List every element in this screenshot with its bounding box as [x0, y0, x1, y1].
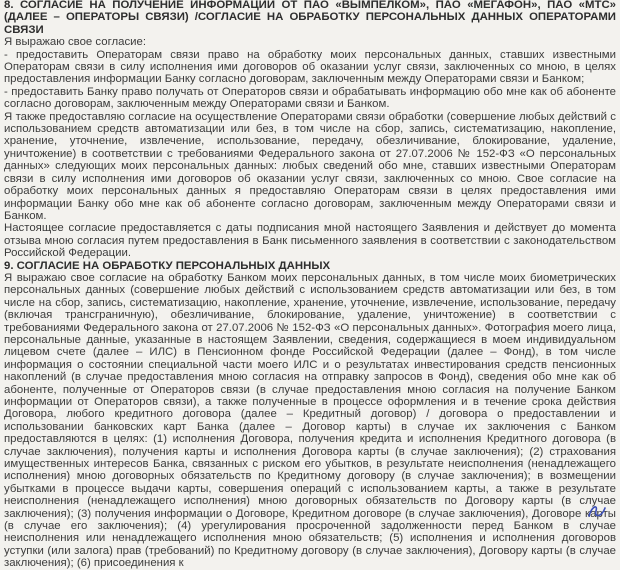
section-8-intro: Я выражаю свое согласие: [4, 36, 147, 49]
section-9-body: Я выражаю свое согласие на обработку Банком моих персональных данных, в том числе моих биометрических персональных данных (совершение любых действий с использованием средств автоматизации или без, в том числе на сбор, запись, систематизацию, накопление, хранение, уточнение, извлечение, использование, передачу (включая трансграничную), обезличивание, блокирование, удаление, уничтожение) в соответствии с требованиями Федерального закона от 27.07.2006 № 152-ФЗ «О персональных данных». Фотография моего лица, персональные данные, указанные в настоящем Заявлении, сведения, содержащиеся в моем индивидуальном лицевом счете (далее – ИЛС) в Пенсионном фонде Российской Федерации (далее – Фонд), в том числе информация о состоянии специальной части моего ИЛС и о результатах инвестирования средств пенсионных накоплений (в случае предоставления мною согласия на отправку запросов в Фонд), сведения обо мне как об абоненте, полученные от Операторов связи (в случае предоставления мною согласия на получение Банком информации от Операторов связи), а также полученные в процессе оформления и в течение срока действия Договора, любого кредитного договора (далее – Кредитный договор) / договора о предоставлении и использовании банковских карт Банка (далее – Договор карты) в случае их заключения с Банком предоставляются в целях: (1) исполнения Договора, получения кредита и исполнения Кредитного договора (в случае заключения), получения карты и исполнения Договора карты (в случае заключения); (2) страхования имущественных интересов Банка, связанных с риском его убытков, в результате неисполнения (ненадлежащего исполнения) мною договорных обязательств по Кредитному договору (в случае заключения); в возмещении убытками в процессе выдачи карты, совершения операций с использованием карты, а также в результате неисполнения (ненадлежащего исполнения) мною договорных обязательств по Договору карты (в случае заключения); (3) получения информации о Договоре, Кредитном договоре (в случае заключения), Договоре карты (в случае его заключения); (4) урегулирования просроченной задолженности перед Банком в случае неисполнения или ненадлежащего исполнения мною обязательств; (5) исполнения и исполнения договоров уступки (или залога) прав (требований) по Кредитному договору (в случае заключения), Договору карты (в случае заключения); (6) присоединения к [4, 271, 616, 570]
section-9-heading: 9. СОГЛАСИЕ НА ОБРАБОТКУ ПЕРСОНАЛЬНЫХ ДАННЫХ [4, 259, 331, 272]
handwritten-mark [586, 502, 608, 520]
section-8-validity: Настоящее согласие предоставляется с даты подписания мной настоящего Заявления и действует до момента отзыва мною согласия путем предоставления в Банк письменного заявления в соответствии с законодательством Российской Федерации. [4, 222, 616, 260]
section-8-item-1: - предоставить Операторам связи право на обработку моих персональных данных, ставших известными Операторам связи в силу исполнения ими договоров об оказании услуг связи, заключенных со мною, в целях предоставления информации Банку согласно договорам, заключенным между Операторами связи и Банком; [4, 48, 616, 86]
section-8-processing-consent: Я также предоставляю согласие на осуществление Операторами связи обработки (совершение любых действий с использованием средств автоматизации или без, в том числе на сбор, запись, систематизацию, накопление, хранение, уточнение, извлечение, использование, передачу, обезличивание, блокирование, удаление, уничтожение) в соответствии с требованиями Федерального закона от 27.07.2006 № 152-ФЗ «О персональных данных» следующих моих персональных данных: любых сведений обо мне, ставших известными Операторам связи в силу исполнения ими договоров об оказании услуг связи, заключенных со мною. Свое согласие на обработку моих персональных данных я предоставляю Операторам связи в целях предоставления ими информации Банку обо мне как об абоненте согласно договорам, заключенным между Операторами связи и Банком. [4, 110, 616, 222]
section-8-heading: 8. СОГЛАСИЕ НА ПОЛУЧЕНИЕ ИНФОРМАЦИИ ОТ ПАО «ВЫМПЕЛКОМ», ПАО «МЕГАФОН», ПАО «МТС» (ДАЛЕЕ – ОПЕРАТОРЫ СВЯЗИ) /СОГЛАСИЕ НА ОБРАБОТКУ ПЕРСОНАЛЬНЫХ ДАННЫХ ОПЕРАТОРАМИ СВЯЗИ [4, 0, 616, 36]
section-8-item-2: - предоставить Банку право получать от Операторов связи и обрабатывать информацию обо мне как об абоненте согласно договорам, заключенным между Операторами связи и Банком. [4, 85, 616, 111]
